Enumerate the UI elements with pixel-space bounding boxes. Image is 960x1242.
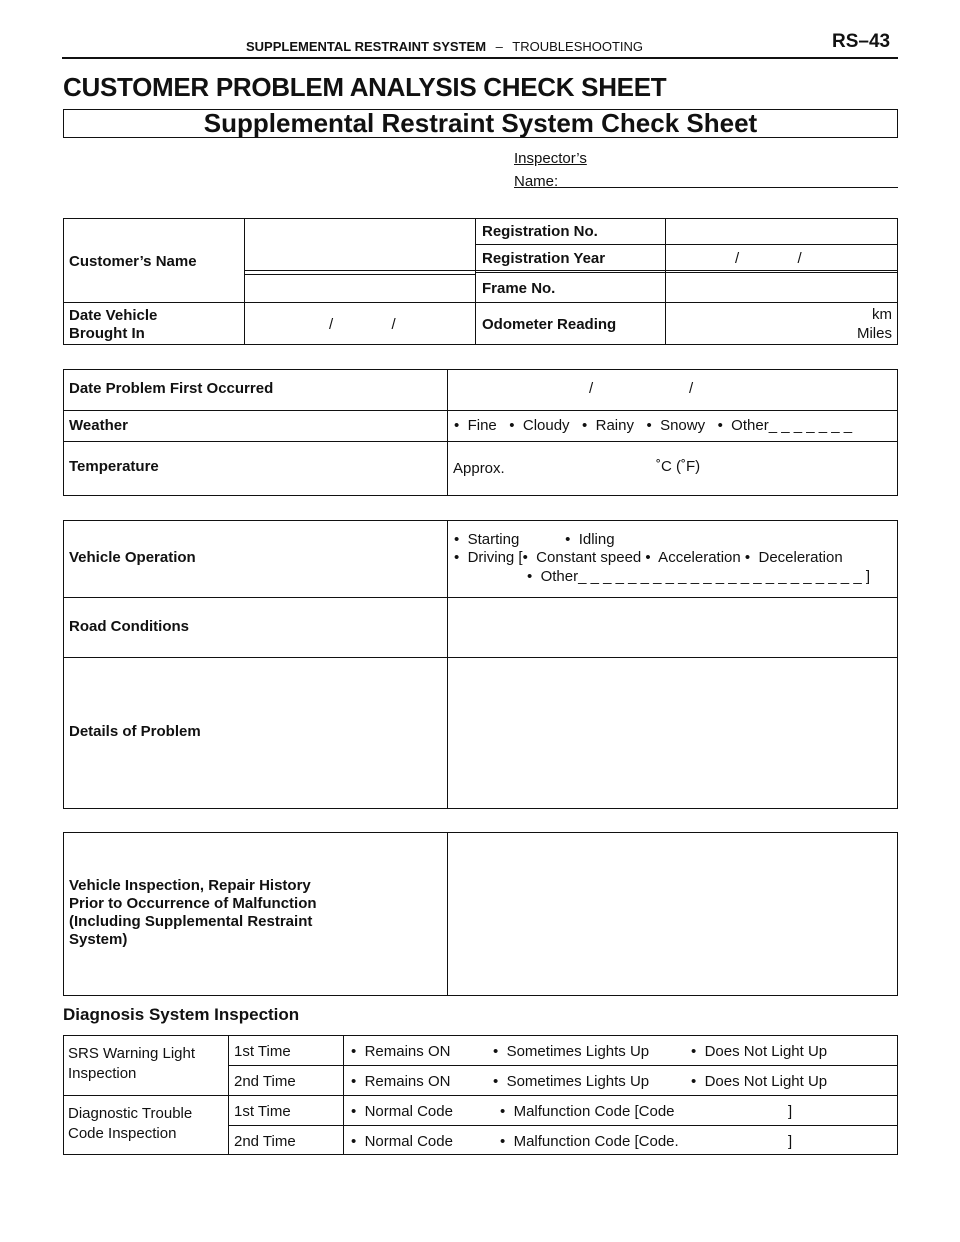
srs-second-sometimes: • Sometimes Lights Up: [493, 1073, 650, 1090]
srs-second-time: 2nd Time: [234, 1073, 296, 1090]
date-brought-slashes: / /: [329, 316, 396, 333]
history-label-3: (Including Supplemental Restraint: [69, 913, 313, 930]
srs-label-2: Inspection: [68, 1065, 137, 1082]
history-label-4: System): [69, 931, 128, 948]
header-subsection: TROUBLESHOOTING: [512, 39, 644, 54]
temperature-units: ˚C (˚F): [656, 458, 701, 475]
dtc-first-malfunction: • Malfunction Code [Code: [500, 1103, 675, 1120]
header-section: SUPPLEMENTAL RESTRAINT SYSTEM: [246, 39, 487, 54]
dtc-label-1: Diagnostic Trouble: [68, 1105, 193, 1122]
date-brought-label-1: Date Vehicle: [69, 307, 158, 324]
inspector-label-1: Inspector’s: [514, 150, 587, 167]
temperature-label: Temperature: [69, 458, 159, 475]
temperature-approx: Approx.: [453, 460, 505, 477]
customer-name-label: Customer’s Name: [69, 253, 197, 270]
history-label-1: Vehicle Inspection, Repair History: [69, 877, 311, 894]
dtc-second-time: 2nd Time: [234, 1133, 296, 1150]
diagnosis-heading: Diagnosis System Inspection: [63, 1005, 300, 1024]
page-subtitle: Supplemental Restraint System Check Sheet: [203, 108, 758, 138]
frame-no-label: Frame No.: [482, 280, 556, 297]
history-label-2: Prior to Occurrence of Malfunction: [69, 895, 317, 912]
running-header: [246, 39, 643, 54]
srs-label-1: SRS Warning Light: [68, 1045, 196, 1062]
srs-first-sometimes: • Sometimes Lights Up: [493, 1043, 650, 1060]
dtc-first-bracket: ]: [788, 1103, 793, 1120]
dtc-second-normal: • Normal Code: [351, 1133, 453, 1150]
srs-first-not-light: • Does Not Light Up: [691, 1043, 828, 1060]
srs-second-not-light: • Does Not Light Up: [691, 1073, 828, 1090]
odometer-label: Odometer Reading: [482, 316, 617, 333]
first-occurred-slashes: / /: [589, 380, 694, 397]
operation-line-3: • Other_ _ _ _ _ _ _ _ _ _ _ _ _ _ _ _ _ _ _ _ _ _ _ ]: [527, 568, 870, 585]
weather-options: • Fine • Cloudy • Rainy • Snowy • Other_ _ _ _ _ _ _: [454, 417, 853, 434]
dtc-label-2: Code Inspection: [68, 1125, 177, 1142]
dtc-second-malfunction: • Malfunction Code [Code.: [500, 1133, 679, 1150]
registration-year-label: Registration Year: [482, 250, 606, 267]
page-code: RS–43: [832, 31, 891, 52]
srs-first-remains-on: • Remains ON: [351, 1043, 451, 1060]
details-label: Details of Problem: [69, 723, 201, 740]
header-rule: [62, 57, 898, 59]
srs-first-time: 1st Time: [234, 1043, 291, 1060]
inspector-label-2: Name:: [514, 173, 559, 190]
registration-no-label: Registration No.: [482, 223, 598, 240]
header-separator: –: [495, 39, 503, 54]
date-brought-label-2: Brought In: [69, 325, 145, 342]
customer-table: [63, 218, 898, 345]
operation-line-2: • Driving [• Constant speed • Acceleration • Deceleration: [454, 549, 843, 566]
dtc-first-time: 1st Time: [234, 1103, 291, 1120]
dtc-first-normal: • Normal Code: [351, 1103, 453, 1120]
registration-year-slashes: / /: [735, 250, 802, 267]
road-conditions-label: Road Conditions: [69, 618, 189, 635]
page-title: CUSTOMER PROBLEM ANALYSIS CHECK SHEET: [63, 72, 667, 102]
srs-second-remains-on: • Remains ON: [351, 1073, 451, 1090]
operation-line-1: • Starting • Idling: [454, 531, 615, 548]
first-occurred-label: Date Problem First Occurred: [69, 380, 274, 397]
dtc-second-bracket: ]: [788, 1133, 793, 1150]
unit-km: km: [872, 306, 892, 323]
vehicle-operation-label: Vehicle Operation: [69, 549, 196, 566]
unit-miles: Miles: [856, 325, 892, 342]
weather-label: Weather: [69, 417, 128, 434]
inspector-name-line: [514, 187, 898, 188]
